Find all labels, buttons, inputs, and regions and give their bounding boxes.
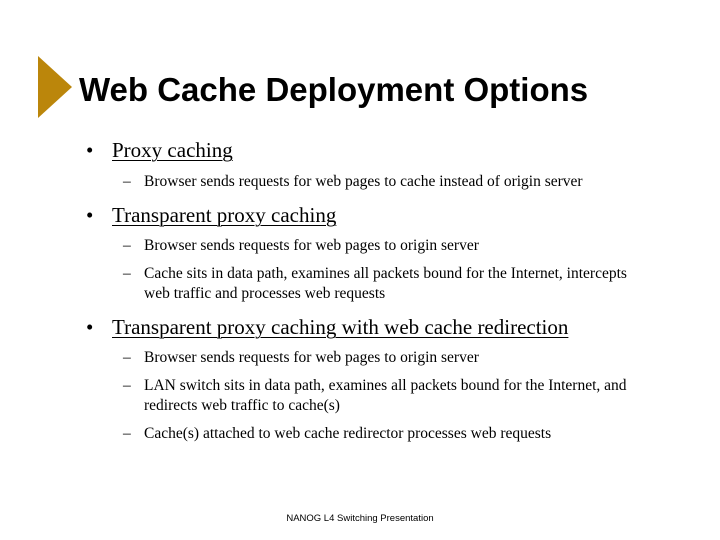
sub-item bbox=[123, 376, 683, 416]
dash-icon: – bbox=[123, 349, 131, 366]
bullet-label: Proxy caching bbox=[112, 138, 233, 162]
sub-item-text: LAN switch sits in data path, examines all packets bound for the Internet, and redirects web traffic to cache(s) bbox=[144, 377, 627, 414]
slide-title: Web Cache Deployment Options bbox=[79, 71, 589, 108]
bullet-dot-icon: • bbox=[86, 138, 94, 162]
dash-icon: – bbox=[123, 425, 131, 442]
sub-item bbox=[123, 424, 683, 444]
bullet-transparent-proxy-redirection bbox=[86, 314, 568, 340]
bullet-label: Transparent proxy caching bbox=[112, 203, 337, 227]
sub-item-text: Cache(s) attached to web cache redirector processes web requests bbox=[144, 425, 552, 442]
sub-item-text: Browser sends requests for web pages to origin server bbox=[144, 349, 479, 366]
sub-item-text: Browser sends requests for web pages to origin server bbox=[144, 237, 479, 254]
bullet-transparent-proxy-caching bbox=[86, 202, 336, 228]
dash-icon: – bbox=[123, 173, 131, 190]
sub-item bbox=[123, 348, 683, 368]
dash-icon: – bbox=[123, 377, 131, 394]
sub-item-text: Browser sends requests for web pages to cache instead of origin server bbox=[144, 173, 583, 190]
sub-item-text: Cache sits in data path, examines all packets bound for the Internet, intercepts web traffic and processes web requests bbox=[144, 265, 627, 302]
slide-footer: NANOG L4 Switching Presentation bbox=[286, 513, 434, 524]
sub-item bbox=[123, 172, 683, 192]
bullet-dot-icon: • bbox=[86, 315, 94, 339]
bullet-proxy-caching bbox=[86, 137, 233, 163]
title-arrow-icon bbox=[38, 56, 72, 118]
bullet-dot-icon: • bbox=[86, 203, 94, 227]
sub-item bbox=[123, 236, 683, 256]
dash-icon: – bbox=[123, 265, 131, 282]
dash-icon: – bbox=[123, 237, 131, 254]
bullet-label: Transparent proxy caching with web cache redirection bbox=[112, 315, 569, 339]
sub-item bbox=[123, 264, 653, 304]
